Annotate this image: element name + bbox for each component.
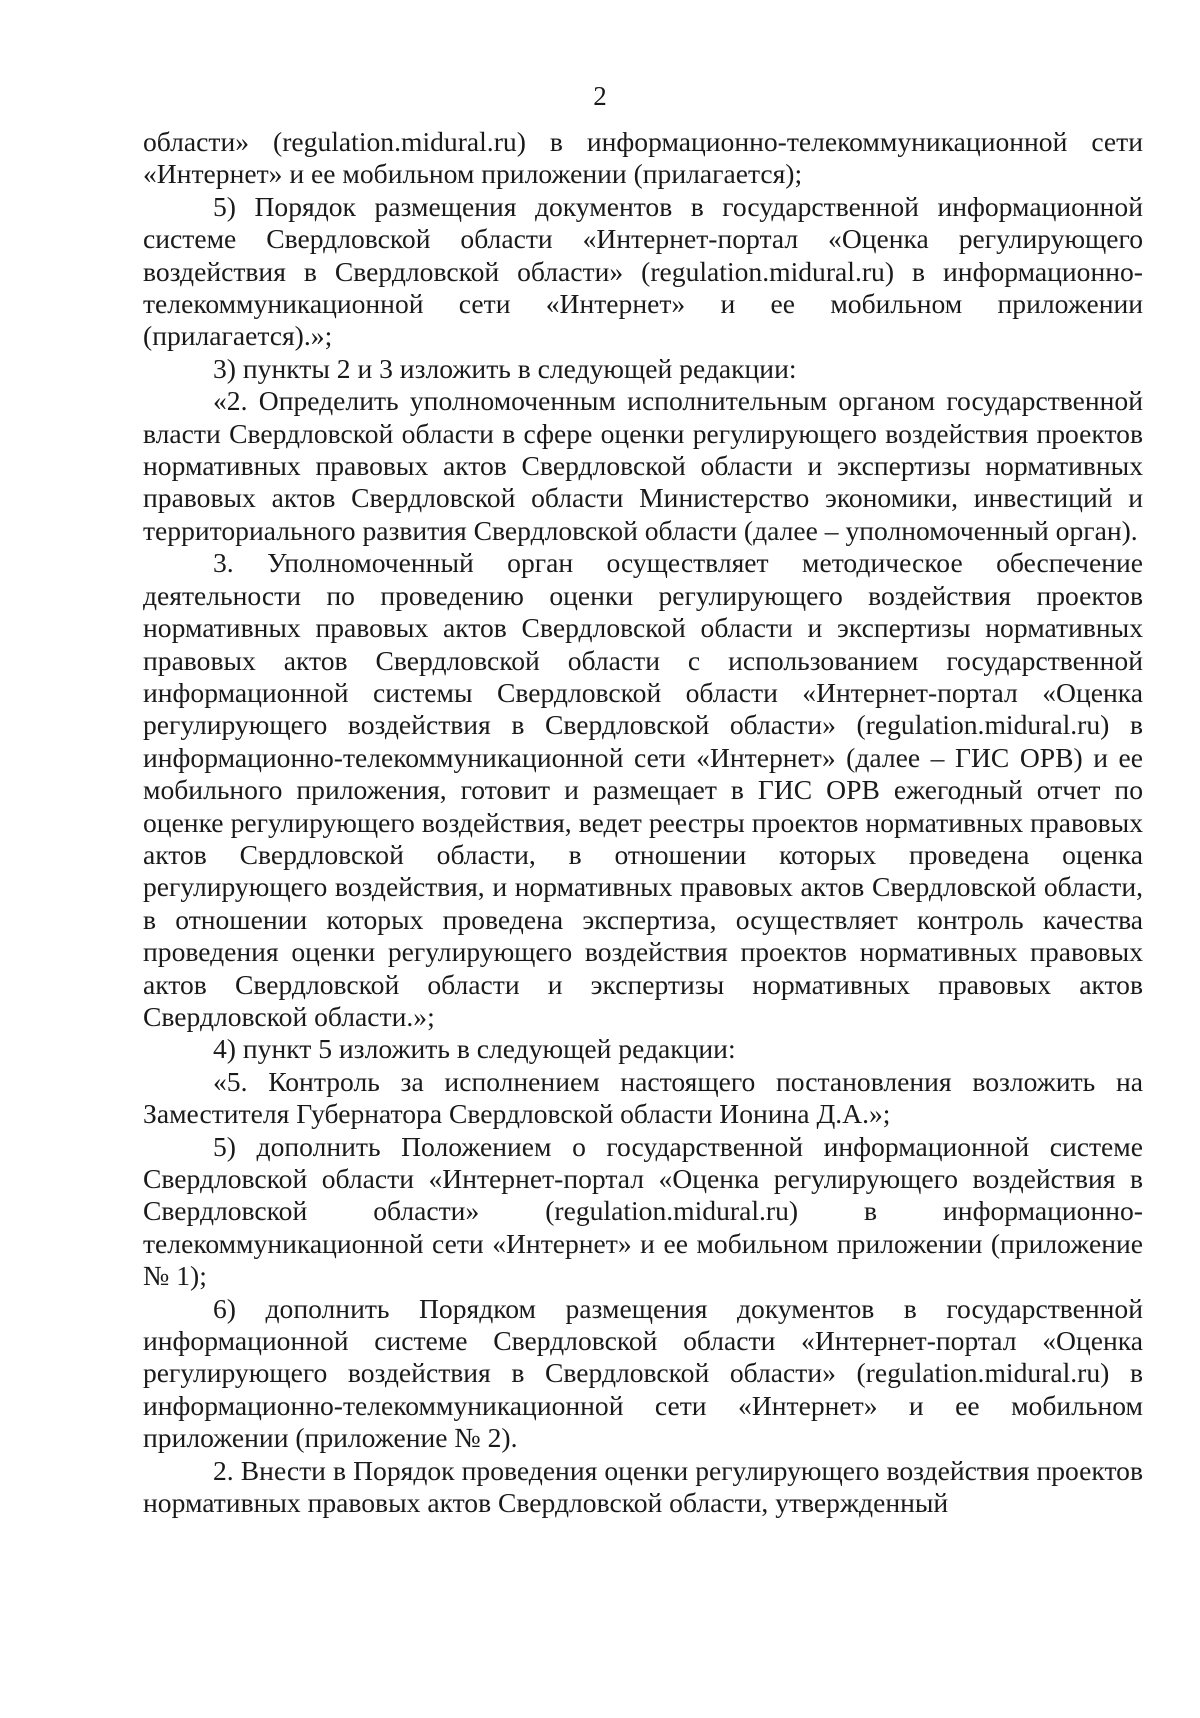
document-body — [143, 126, 1143, 1519]
paragraph-item-4-intro: 4) пункт 5 изложить в следующей редакции: — [213, 1033, 736, 1065]
paragraph-clause-2: «2. Определить уполномоченным исполнительным органом государственной власти Свердловской области в сфере оценки регулирующего воздействия проектов нормативных правовых актов Свердловской области и экспертизы нормативных правовых актов Свердловской области Министерство экономики, инвестиций и территориального развития Свердловской области (далее – уполномоченный орган). — [143, 385, 1143, 546]
paragraph-item-5-order: 5) Порядок размещения документов в государственной информационной системе Свердловской области «Интернет-портал «Оценка регулирующего воздействия в Свердловской области» (regulation.midural.ru) в информационно-телекоммуникационной сети «Интернет» и ее мобильном приложении (прилагается).»; — [143, 190, 1143, 352]
paragraph-clause-5: «5. Контроль за исполнением настоящего постановления возложить на Заместителя Губернатора Свердловской области Ионина Д.А.»; — [143, 1065, 1143, 1130]
page-number: 2 — [593, 81, 607, 111]
paragraph-section-2: 2. Внести в Порядок проведения оценки регулирующего воздействия проектов нормативных правовых актов Свердловской области, утвержденный — [143, 1454, 1143, 1519]
paragraph-item-3-intro: 3) пункты 2 и 3 изложить в следующей редакции: — [213, 352, 797, 384]
paragraph-item-5-supplement: 5) дополнить Положением о государственной информационной системе Свердловской области «Интернет-портал «Оценка регулирующего воздействия в Свердловской области» (regulation.midural.ru) в информационно-телекоммуникационной сети «Интернет» и ее мобильном приложении (приложение № 1); — [143, 1130, 1143, 1292]
paragraph-continuation: области» (regulation.midural.ru) в информационно-телекоммуникационной сети «Интернет» и ее мобильном приложении (прилагается); — [143, 126, 1143, 190]
paragraph-clause-3: 3. Уполномоченный орган осуществляет методическое обеспечение деятельности по проведению оценки регулирующего воздействия проектов нормативных правовых актов Свердловской области и экспертизы нормативных правовых актов Свердловской области с использованием государственной информационной системы Свердловской области «Интернет-портал «Оценка регулирующего воздействия в Свердловской области» (regulation.midural.ru) в информационно-телекоммуникационной сети «Интернет» (далее – ГИС ОРВ) и ее мобильного приложения, готовит и размещает в ГИС ОРВ ежегодный отчет по оценке регулирующего воздействия, ведет реестры проектов нормативных правовых актов Свердловской области, в отношении которых проведена оценка регулирующего воздействия, и нормативных правовых актов Свердловской области, в отношении которых проведена экспертиза, осуществляет контроль качества проведения оценки регулирующего воздействия проектов нормативных правовых актов Свердловской области и экспертизы нормативных правовых актов Свердловской области.»; — [143, 547, 1143, 1032]
paragraph-item-6-supplement: 6) дополнить Порядком размещения документов в государственной информационной системе Свердловской области «Интернет-портал «Оценка регулирующего воздействия в Свердловской области» (regulation.midural.ru) в информационно-телекоммуникационной сети «Интернет» и ее мобильном приложении (приложение № 2). — [143, 1292, 1143, 1454]
